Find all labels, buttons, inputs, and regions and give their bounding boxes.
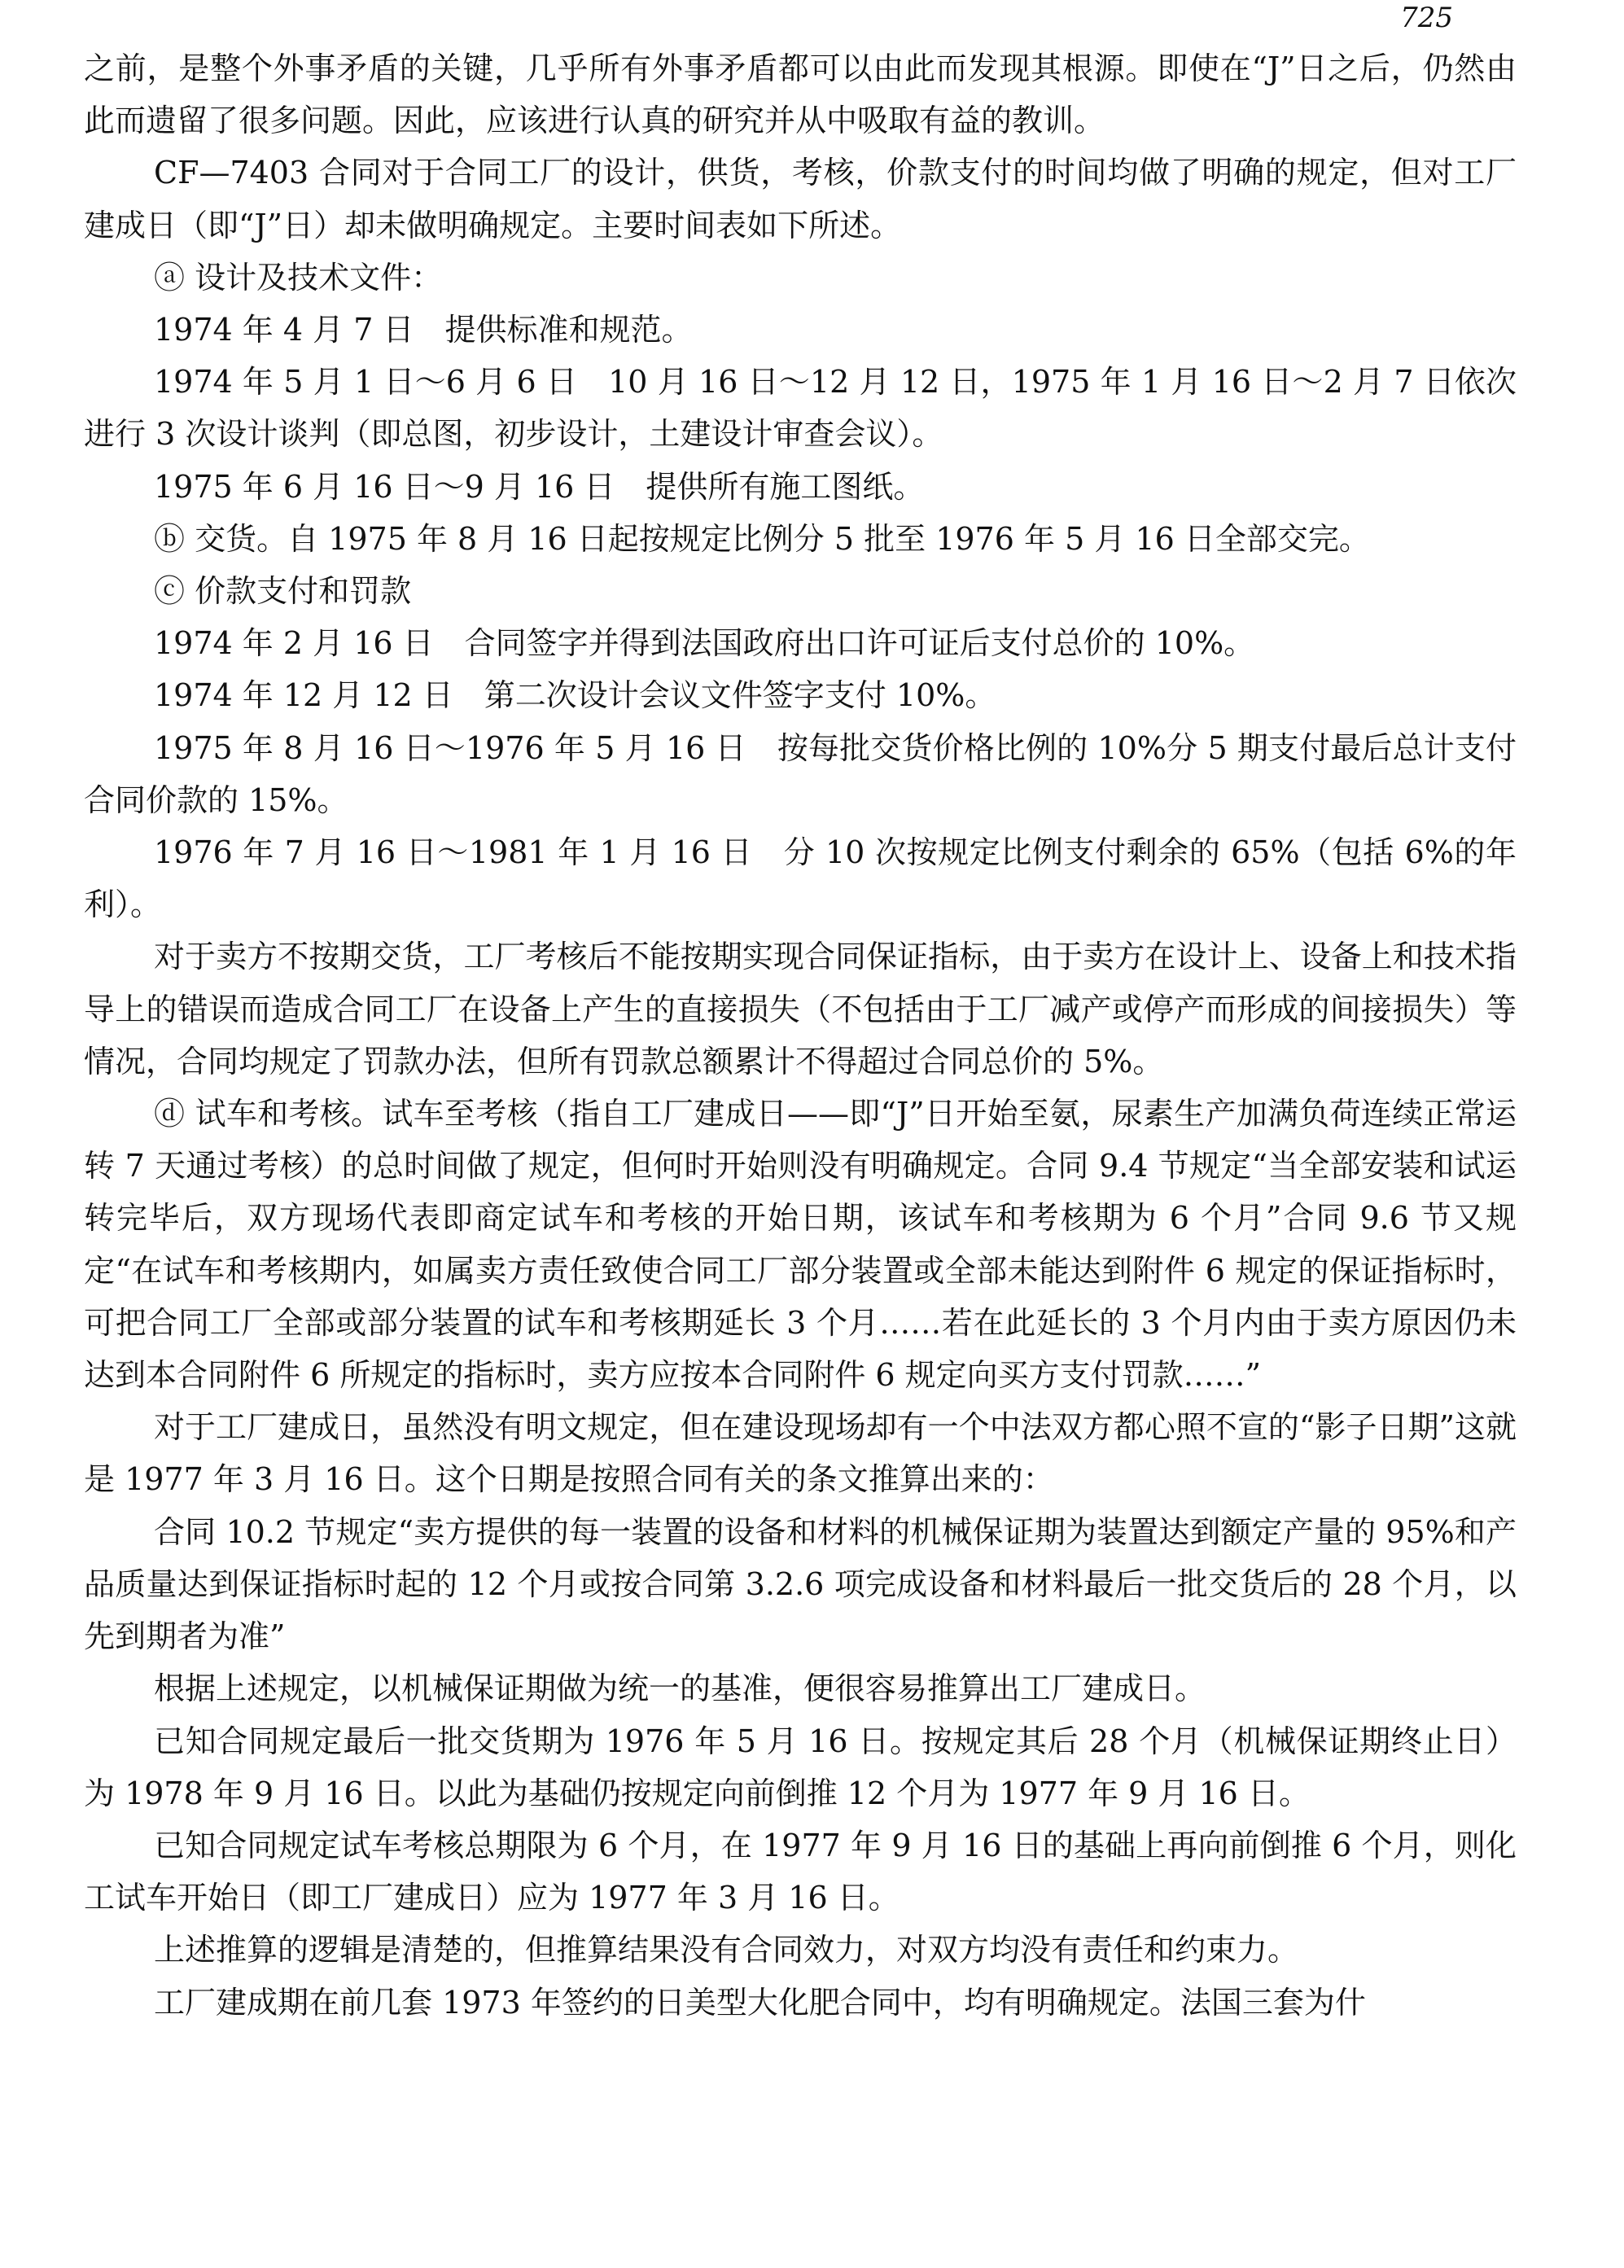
- body-text: [84, 42, 1517, 2029]
- paragraph: 对于工厂建成日，虽然没有明文规定，但在建设现场却有一个中法双方都心照不宣的“影子日期”这就是 1977 年 3 月 16 日。这个日期是按照合同有关的条文推算出来的：: [84, 1409, 1517, 1498]
- paragraph: CF—7403 合同对于合同工厂的设计，供货，考核，价款支付的时间均做了明确的规定，但对工厂建成日（即“J”日）却未做明确规定。主要时间表如下所述。: [84, 155, 1517, 243]
- paragraph: 合同 10.2 节规定“卖方提供的每一装置的设备和材料的机械保证期为装置达到额定产量的 95%和产品质量达到保证指标时起的 12 个月或按合同第 3.2.6 项完成设备和材料最后一批交货后的 28 个月，以先到期者为准”: [84, 1513, 1517, 1655]
- schedule-entry: 1976 年 7 月 16 日～1981 年 1 月 16 日 分 10 次按规定比例支付剩余的 65%（包括 6%的年利）。: [84, 834, 1517, 923]
- paragraph: 对于卖方不按期交货，工厂考核后不能按期实现合同保证指标，由于卖方在设计上、设备上和技术指导上的错误而造成合同工厂在设备上产生的直接损失（不包括由于工厂减产或停产而形成的间接损失）等情况，合同均规定了罚款办法，但所有罚款总额累计不得超过合同总价的 5%。: [84, 939, 1517, 1079]
- schedule-entry: 1975 年 8 月 16 日～1976 年 5 月 16 日 按每批交货价格比例的 10%分 5 期支付最后总计支付合同价款的 15%。: [84, 729, 1517, 818]
- paragraph: 根据上述规定，以机械保证期做为统一的基准，便很容易推算出工厂建成日。: [154, 1670, 1206, 1707]
- paragraph: 工厂建成期在前几套 1973 年签约的日美型大化肥合同中，均有明确规定。法国三套为什: [154, 1984, 1366, 2021]
- schedule-entry: 1975 年 6 月 16 日～9 月 16 日 提供所有施工图纸。: [154, 468, 925, 505]
- paragraph: 上述推算的逻辑是清楚的，但推算结果没有合同效力，对双方均没有责任和约束力。: [154, 1932, 1299, 1968]
- section-heading-a: ⓐ 设计及技术文件：: [154, 259, 443, 296]
- section-heading-c: ⓒ 价款支付和罚款: [154, 573, 412, 610]
- schedule-entry: 1974 年 12 月 12 日 第二次设计会议文件签字支付 10%。: [154, 677, 996, 714]
- paragraph: 之前，是整个外事矛盾的关键，几乎所有外事矛盾都可以由此而发现其根源。即使在“J”日之后，仍然由此而遗留了很多问题。因此，应该进行认真的研究并从中吸取有益的教训。: [84, 50, 1517, 139]
- page-number: 725: [1400, 2, 1453, 34]
- paragraph: 已知合同规定最后一批交货期为 1976 年 5 月 16 日。按规定其后 28 个月（机械保证期终止日）为 1978 年 9 月 16 日。以此为基础仍按规定向前倒推 12 个月为 1977 年 9 月 16 日。: [84, 1723, 1517, 1811]
- schedule-entry: 1974 年 2 月 16 日 合同签字并得到法国政府出口许可证后支付总价的 10%。: [154, 625, 1255, 662]
- paragraph: 已知合同规定试车考核总期限为 6 个月，在 1977 年 9 月 16 日的基础上再向前倒推 6 个月，则化工试车开始日（即工厂建成日）应为 1977 年 3 月 16 日。: [84, 1827, 1517, 1916]
- schedule-entry: 1974 年 4 月 7 日 提供标准和规范。: [154, 312, 693, 348]
- section-heading-b: ⓑ 交货。自 1975 年 8 月 16 日起按规定比例分 5 批至 1976 年 5 月 16 日全部交完。: [154, 520, 1370, 557]
- schedule-entry: 1974 年 5 月 1 日～6 月 6 日 10 月 16 日～12 月 12 日，1975 年 1 月 16 日～2 月 7 日依次进行 3 次设计谈判（即总图，初步设计，土建设计审查会议）。: [84, 364, 1517, 453]
- section-heading-d: ⓓ 试车和考核。试车至考核（指自工厂建成日——即“J”日开始至氨，尿素生产加满负荷连续正常运转 7 天通过考核）的总时间做了规定，但何时开始则没有明确规定。合同 9.4 节规定“当全部安装和试运转完毕后，双方现场代表即商定试车和考核的开始日期，该试车和考核期为 6 个月”合同 9.6 节又规定“在试车和考核期内，如属卖方责任致使合同工厂部分装置或全部未能达到附件 6 规定的保证指标时，可把合同工厂全部或部分装置的试车和考核期延长 3 个月……若在此延长的 3 个月内由于卖方原因仍未达到本合同附件 6 所规定的指标时，卖方应按本合同附件 6 规定向买方支付罚款……”: [84, 1096, 1517, 1394]
